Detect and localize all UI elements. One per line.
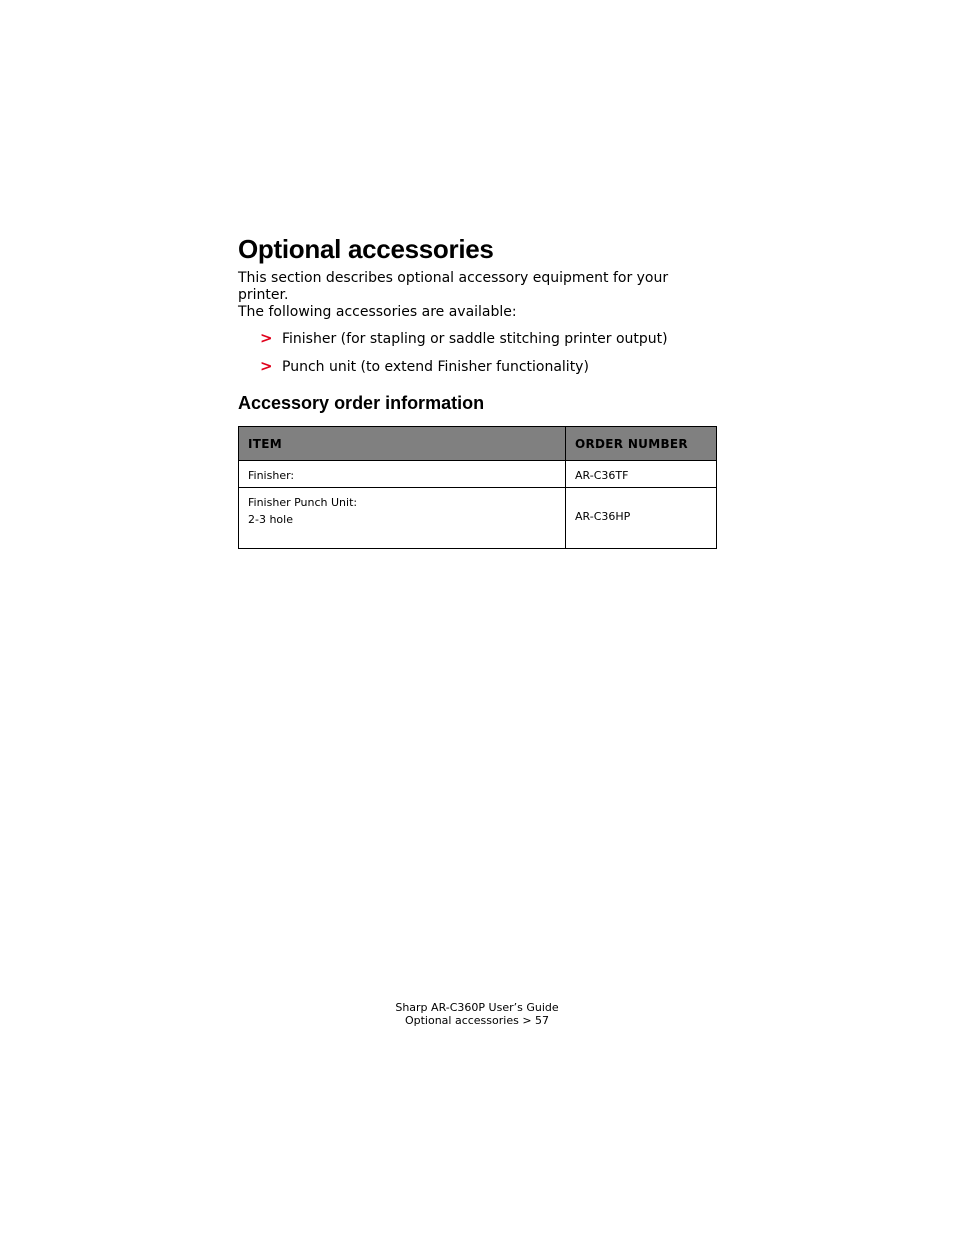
cell-item xyxy=(239,488,566,549)
cell-item xyxy=(239,461,566,488)
page-title: Optional accessories xyxy=(238,234,494,264)
table-row xyxy=(239,461,717,488)
intro-line: The following accessories are available: xyxy=(238,304,517,320)
table-row xyxy=(239,488,717,549)
order-table xyxy=(238,426,717,549)
page-content xyxy=(238,232,718,549)
table-header-row xyxy=(239,427,717,461)
page-footer xyxy=(0,1001,954,1027)
list-item-text: Finisher (for stapling or saddle stitching printer output) xyxy=(282,331,668,347)
list-item-text: Punch unit (to extend Finisher functionality) xyxy=(282,359,589,375)
column-header-order-number: ORDER NUMBER xyxy=(566,427,717,461)
item-text: Finisher Punch Unit: xyxy=(248,496,358,509)
footer-page-reference: Optional accessories > 57 xyxy=(404,1014,550,1027)
item-text: 2-3 hole xyxy=(248,513,293,526)
list-item xyxy=(260,330,718,348)
item-text: Finisher: xyxy=(248,469,295,482)
bullet-arrow-icon: > xyxy=(260,329,273,347)
accessory-list xyxy=(238,330,718,376)
bullet-arrow-icon: > xyxy=(260,357,273,375)
section-heading: Accessory order information xyxy=(238,393,485,413)
cell-order-number: AR-C36TF xyxy=(566,461,717,488)
intro-line: This section describes optional accessory equipment for your printer. xyxy=(238,270,669,303)
intro-paragraph xyxy=(238,270,718,321)
footer-guide-title: Sharp AR-C360P User’s Guide xyxy=(395,1001,559,1014)
list-item xyxy=(260,358,718,376)
column-header-item: ITEM xyxy=(239,427,566,461)
cell-order-number: AR-C36HP xyxy=(566,488,717,549)
